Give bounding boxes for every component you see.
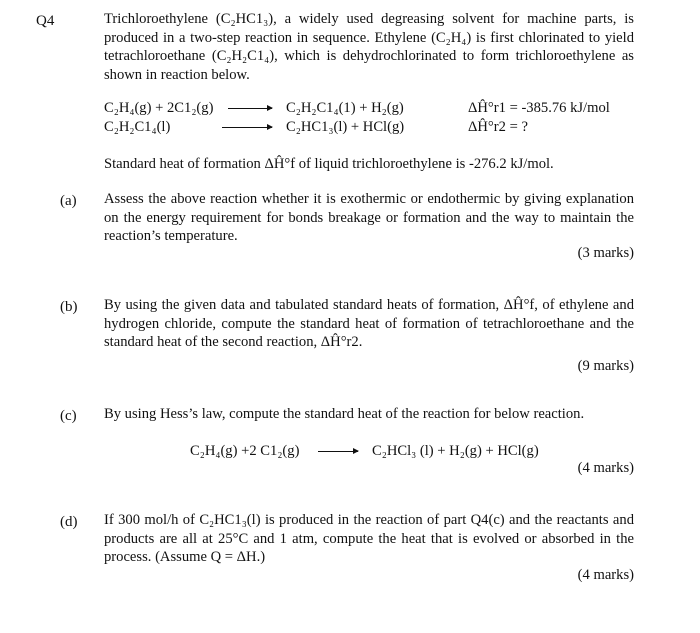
part-c-text: By using Hess’s law, compute the standard heat of the reaction for below reaction. [104,406,585,422]
part-c-marks: (4 marks) [577,460,634,476]
reaction-2-arrow [222,127,272,128]
reaction-1-reactants: C₂H₄(g) + 2C1₂(g) [104,100,214,116]
heat-of-formation-note: Standard heat of formation ΔĤ°f of liquid trichloroethylene is -276.2 kJ/mol. [104,156,554,172]
question-intro: Trichloroethylene (C₂HC1₃), a widely used degreasing solvent for machine parts, is produced in a two-step reaction in sequence. Ethylene (C₂H₄) is first chlorinated to yield tetrachloroethane (C₂H₂C1₄), which is dehydrochlorinated to form trichloroethylene as shown in reaction below. [104,11,634,83]
part-c-reactants: C₂H₄(g) +2 C1₂(g) [190,443,300,459]
part-d-marks: (4 marks) [577,567,634,583]
part-b-text: By using the given data and tabulated standard heats of formation, ΔĤ°f, of ethylene and hydrogen chloride, compute the standard heat of formation of tetrachloroethane and the standard heat of the second reaction, ΔĤ°r2. [104,297,634,350]
reaction-1-arrow [228,108,272,109]
part-b-marks: (9 marks) [577,358,634,374]
part-d-text: If 300 mol/h of C₂HC1₃(l) is produced in the reaction of part Q4(c) and the reactants and products are all at 25°C and 1 atm, compute the heat that is evolved or absorbed in the process. (Assume Q = ΔH.) [104,512,634,565]
reaction-2-products: C₂HC1₃(l) + HCl(g) [286,119,405,135]
part-b-label: (b) [60,299,78,315]
question-label: Q4 [36,13,55,29]
part-a-marks: (3 marks) [577,245,634,261]
part-c-products: C₂HCl₃ (l) + H₂(g) + HCl(g) [372,443,539,459]
part-c-label: (c) [60,408,77,424]
part-a-label: (a) [60,193,77,209]
reaction-2-reactants: C₂H₂C1₄(l) [104,119,171,135]
part-a-text: Assess the above reaction whether it is exothermic or endothermic by giving explanation on the energy requirement for bonds breakage or formation and the way to maintain the reaction’s temperature. [104,191,634,244]
part-c-arrow [318,451,358,452]
reaction-2-enthalpy: ΔĤ°r2 = ? [468,119,528,135]
reaction-1-products: C₂H₂C1₄(1) + H₂(g) [286,100,404,116]
reaction-1-enthalpy: ΔĤ°r1 = -385.76 kJ/mol [468,100,610,116]
part-d-label: (d) [60,514,78,530]
